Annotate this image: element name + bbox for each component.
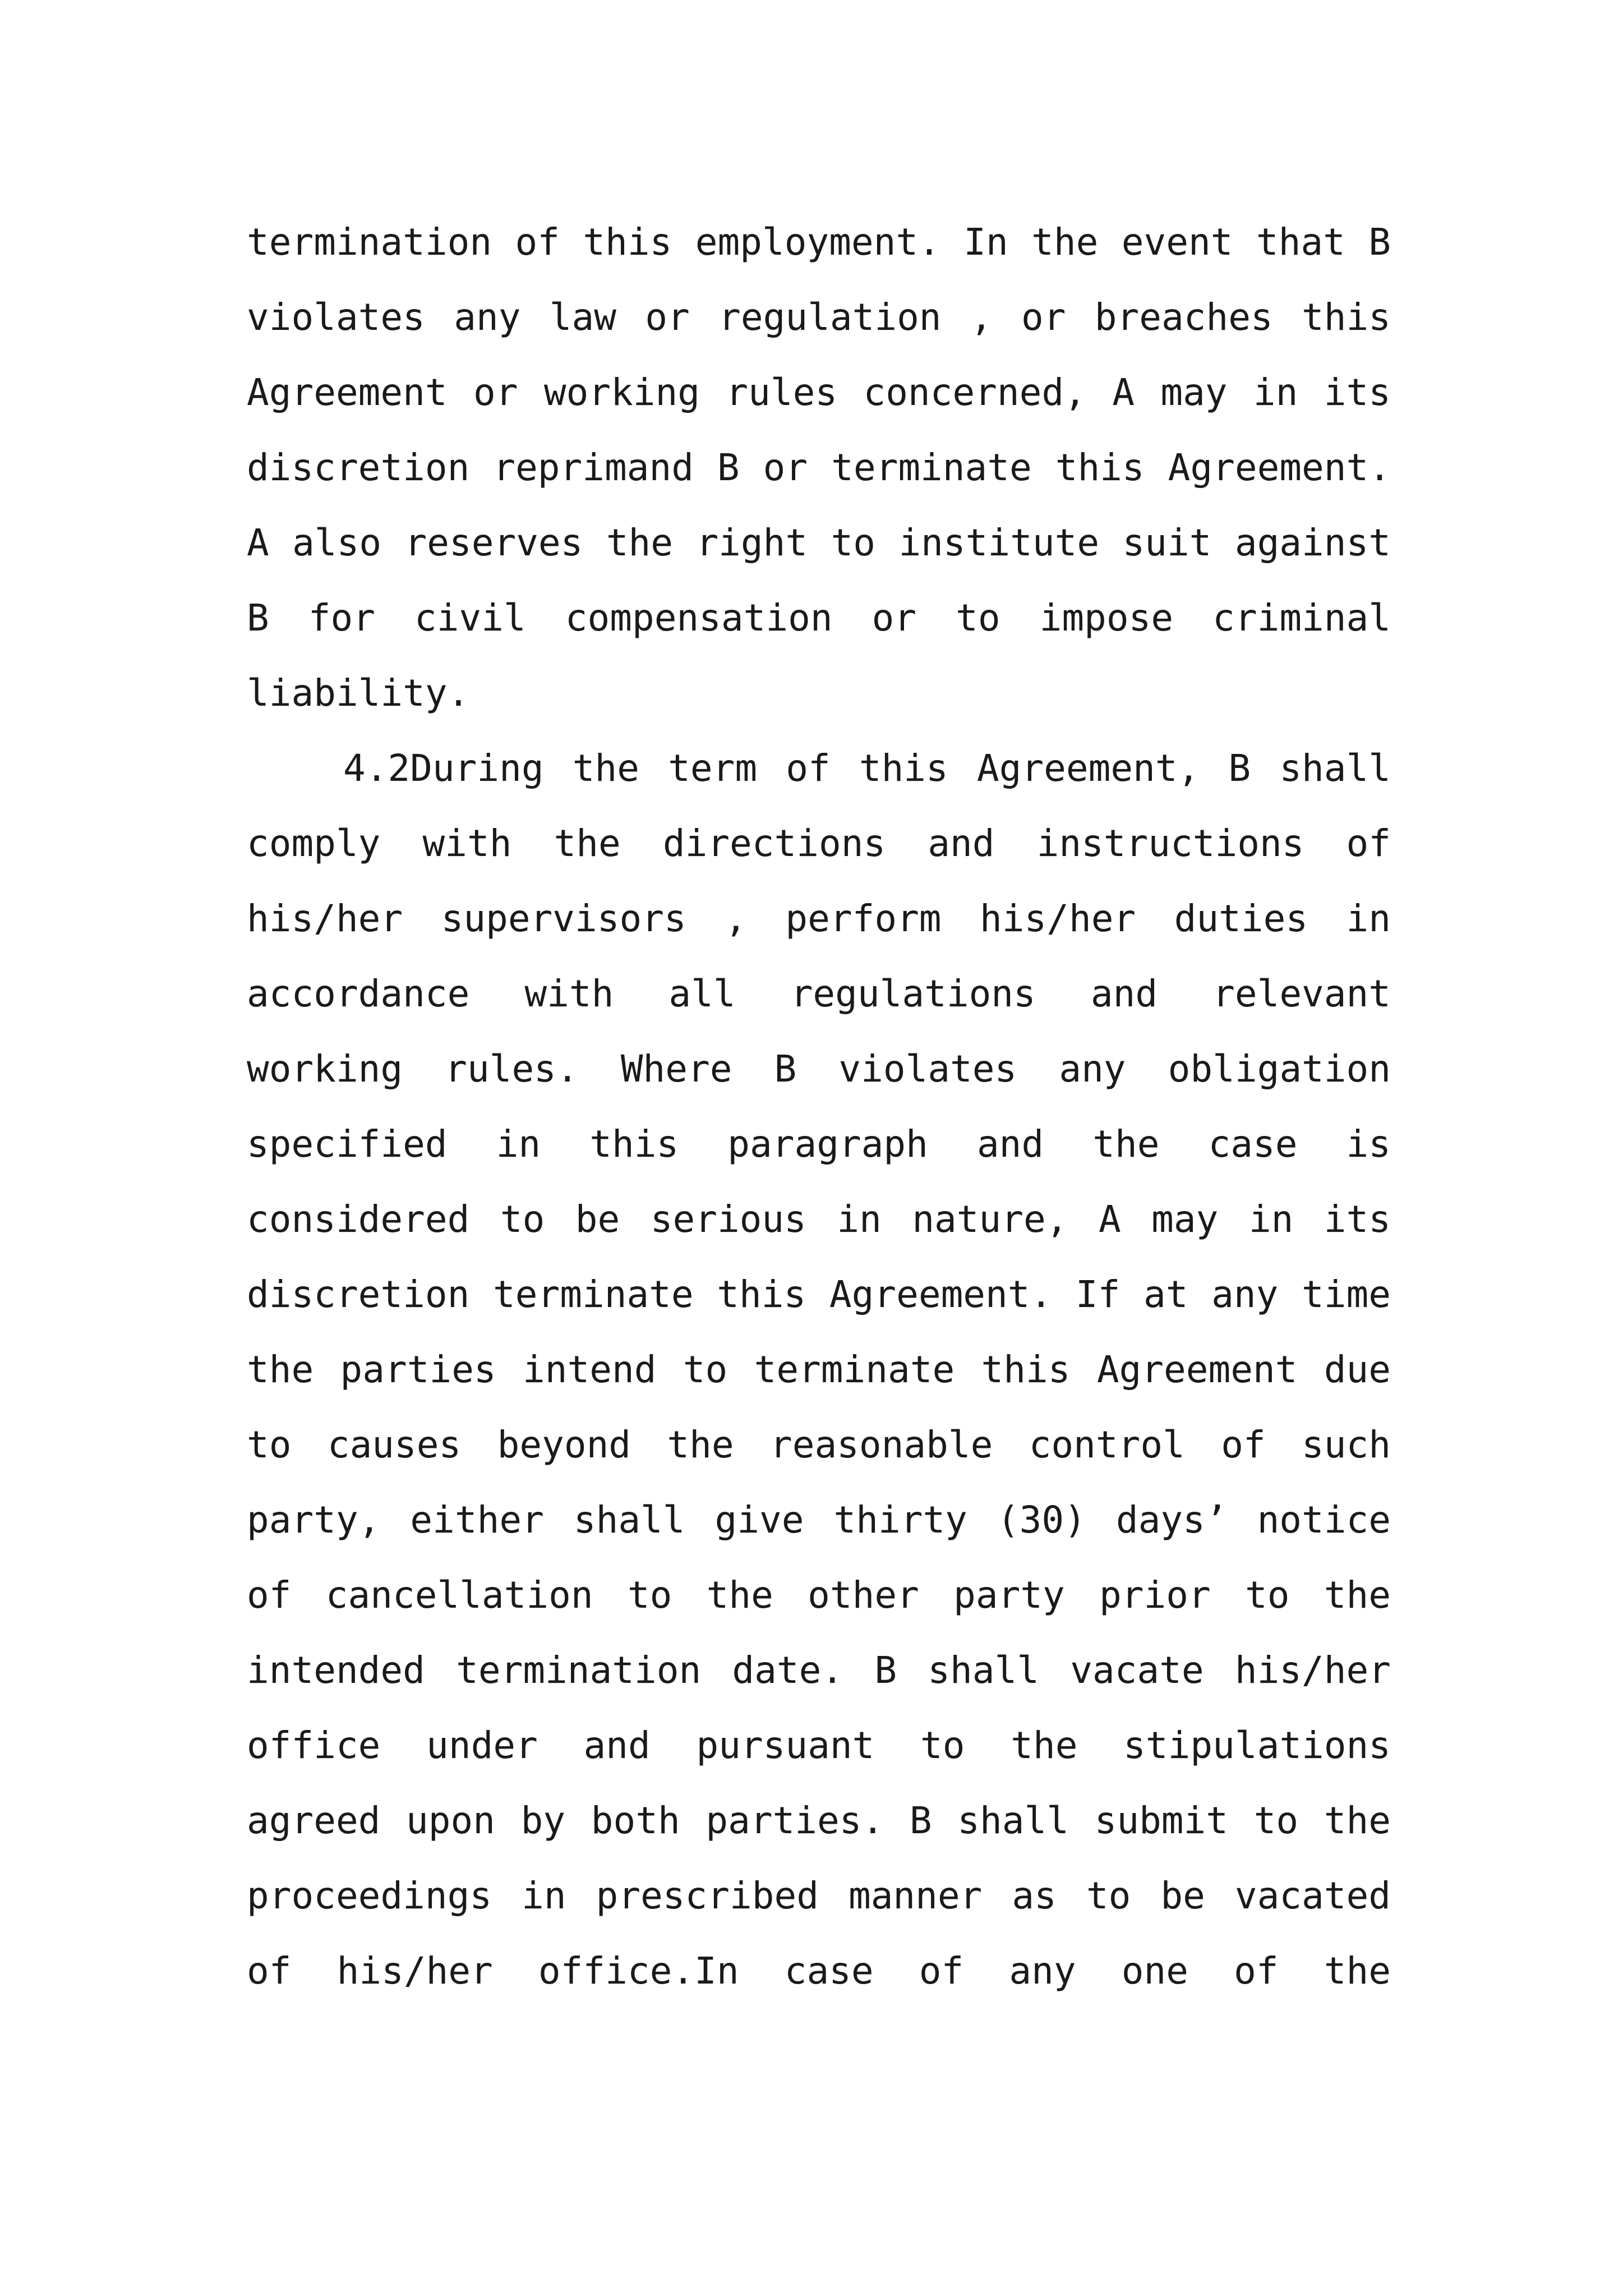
text-line: discretion terminate this Agreement. If at any time bbox=[247, 1273, 1391, 1316]
text-line: office under and pursuant to the stipulations bbox=[247, 1724, 1391, 1767]
text-line: to causes beyond the reasonable control of such bbox=[247, 1423, 1391, 1466]
text-line: intended termination date. B shall vacate his/her bbox=[247, 1649, 1391, 1692]
text-line: termination of this employment. In the event that B bbox=[247, 220, 1391, 264]
text-line: working rules. Where B violates any obligation bbox=[247, 1047, 1391, 1091]
text-line: his/her supervisors , perform his/her duties in bbox=[247, 897, 1391, 940]
text-line: accordance with all regulations and relevant bbox=[247, 972, 1391, 1015]
text-line: B for civil compensation or to impose criminal bbox=[247, 596, 1391, 639]
text-line: Agreement or working rules concerned, A may in its bbox=[247, 371, 1391, 414]
text-line: discretion reprimand B or terminate this Agreement. bbox=[247, 446, 1391, 489]
text-line: proceedings in prescribed manner as to be vacated bbox=[247, 1874, 1391, 1917]
text-line: considered to be serious in nature, A may in its bbox=[247, 1198, 1391, 1241]
text-line: liability. bbox=[247, 671, 470, 715]
text-line: comply with the directions and instructions of bbox=[247, 822, 1391, 865]
text-line: of cancellation to the other party prior to the bbox=[247, 1573, 1391, 1617]
paragraph-start-line: 4.2During the term of this Agreement, B shall bbox=[343, 747, 1391, 790]
text-line: agreed upon by both parties. B shall submit to the bbox=[247, 1799, 1391, 1842]
text-line: A also reserves the right to institute suit against bbox=[247, 521, 1391, 564]
text-line: violates any law or regulation , or breaches this bbox=[247, 296, 1391, 339]
text-line: of his/her office.In case of any one of the bbox=[247, 1949, 1391, 1993]
text-line: specified in this paragraph and the case is bbox=[247, 1122, 1391, 1166]
text-line: the parties intend to terminate this Agreement due bbox=[247, 1348, 1391, 1391]
text-line: party, either shall give thirty (30) days’ notice bbox=[247, 1498, 1391, 1542]
